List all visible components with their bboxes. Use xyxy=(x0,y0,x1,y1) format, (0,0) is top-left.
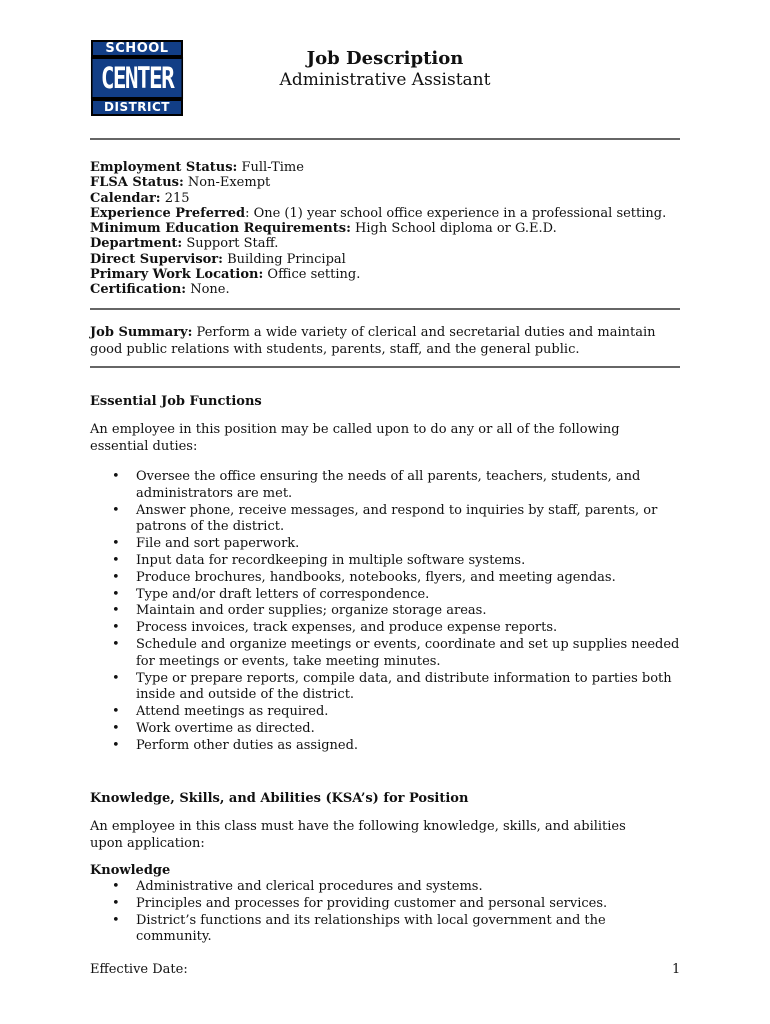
duties-list xyxy=(90,469,680,755)
field-education: Minimum Education Requirements: High School diploma or G.E.D. xyxy=(90,221,557,237)
list-item: • Attend meetings as required. xyxy=(90,704,680,721)
ksa-intro: An employee in this class must have the following knowledge, skills, and abilities upon application: xyxy=(90,819,626,851)
list-item: • Principles and processes for providing customer and personal services. xyxy=(90,896,680,913)
field-calendar: Calendar: 215 xyxy=(90,190,190,206)
document-subtitle: Administrative Assistant xyxy=(279,70,491,90)
field-supervisor: Direct Supervisor: Building Principal xyxy=(90,251,346,267)
knowledge-heading: Knowledge xyxy=(90,863,171,878)
field-work-location: Primary Work Location: Office setting. xyxy=(90,267,361,283)
job-summary-text: Perform a wide variety of clerical and secretarial duties and maintain good public relations with students, parents, staff, and the general public. xyxy=(90,325,656,357)
page-number: 1 xyxy=(672,962,681,977)
essential-functions-intro: An employee in this position may be called upon to do any or all of the following essential duties: xyxy=(90,422,620,454)
essential-functions-heading: Essential Job Functions xyxy=(90,394,262,409)
divider xyxy=(90,308,680,310)
field-certification: Certification: None. xyxy=(90,282,230,298)
field-experience: Experience Preferred: One (1) year school office experience in a professional setting. xyxy=(90,205,667,221)
effective-date-label: Effective Date: xyxy=(90,962,188,977)
list-item: • File and sort paperwork. xyxy=(90,536,680,553)
list-item: • District’s functions and its relationships with local government and the community. xyxy=(90,913,680,947)
list-item: • Maintain and order supplies; organize storage areas. xyxy=(90,603,680,620)
list-item: • Administrative and clerical procedures and systems. xyxy=(90,879,680,896)
job-summary xyxy=(90,324,660,358)
field-department: Department: Support Staff. xyxy=(90,236,279,252)
job-summary-label: Job Summary: xyxy=(90,325,193,340)
list-item: • Work overtime as directed. xyxy=(90,721,680,738)
field-employment-status: Employment Status: Full-Time xyxy=(90,160,304,175)
knowledge-list xyxy=(90,879,680,946)
field-flsa-status: FLSA Status: Non-Exempt xyxy=(90,175,271,191)
list-item: • Input data for recordkeeping in multiple software systems. xyxy=(90,553,680,570)
divider xyxy=(90,138,680,140)
list-item: • Produce brochures, handbooks, notebooks, flyers, and meeting agendas. xyxy=(90,570,680,587)
school-center-district-logo xyxy=(91,40,183,116)
divider xyxy=(90,366,680,368)
list-item: • Type and/or draft letters of correspondence. xyxy=(90,587,680,604)
logo-line-school: SCHOOL xyxy=(91,40,183,57)
ksa-heading: Knowledge, Skills, and Abilities (KSA’s) for Position xyxy=(90,791,469,806)
list-item: • Type or prepare reports, compile data, and distribute information to parties both inside and outside of the district. xyxy=(90,671,680,705)
employment-fields xyxy=(90,160,666,298)
list-item: • Answer phone, receive messages, and respond to inquiries by staff, parents, or patrons of the district. xyxy=(90,503,680,537)
logo-line-district: DISTRICT xyxy=(91,99,183,116)
list-item: • Perform other duties as assigned. xyxy=(90,738,680,755)
list-item: • Oversee the office ensuring the needs of all parents, teachers, students, and administrators are met. xyxy=(90,469,680,503)
list-item: • Process invoices, track expenses, and produce expense reports. xyxy=(90,620,680,637)
list-item: • Schedule and organize meetings or events, coordinate and set up supplies needed for meetings or events, take meeting minutes. xyxy=(90,637,680,671)
logo-line-center: CENTER xyxy=(91,57,183,99)
document-title: Job Description xyxy=(306,48,464,69)
